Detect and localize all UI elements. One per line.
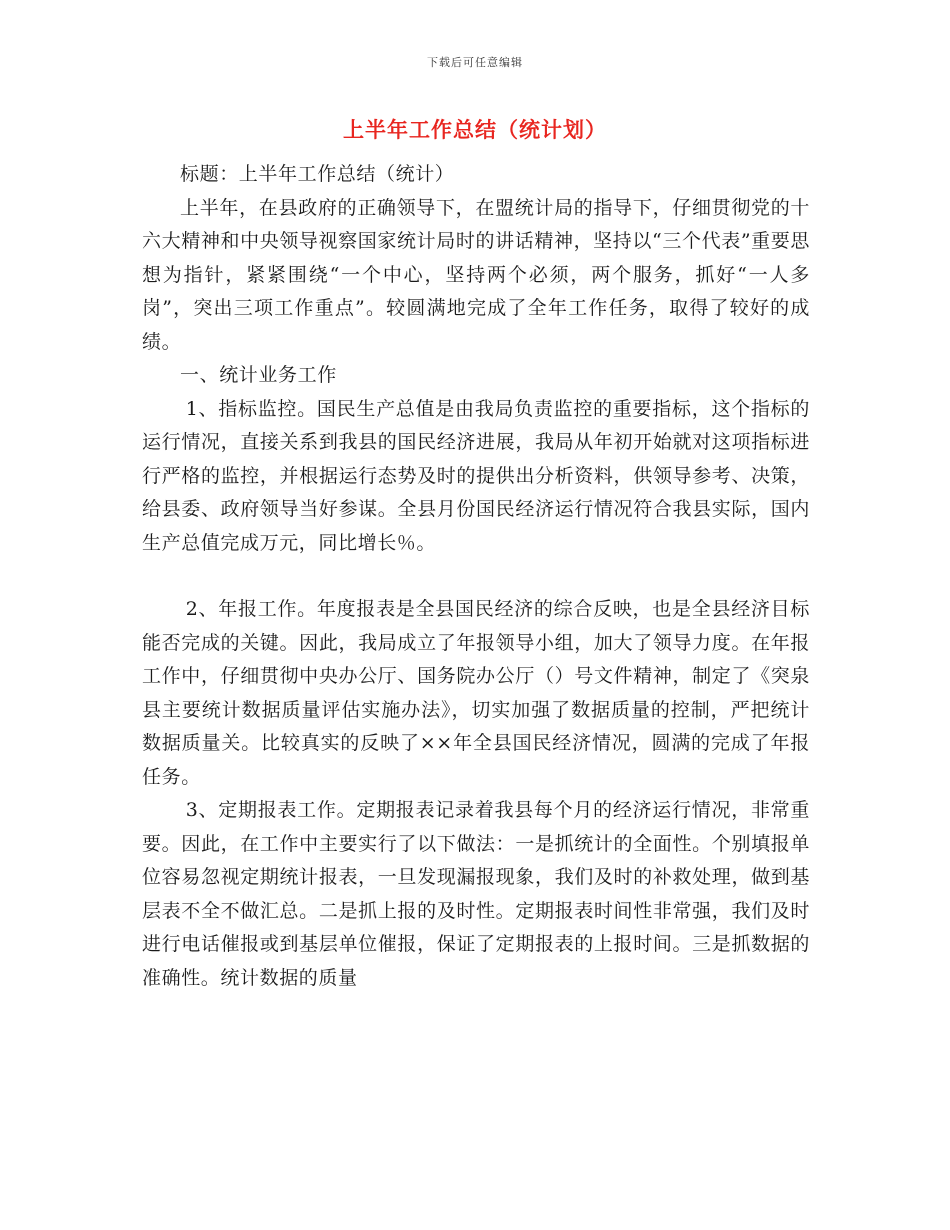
paragraph-subject: 标题：上半年工作总结（统计） bbox=[180, 163, 455, 185]
paragraph-intro: 上半年，在县政府的正确领导下，在盟统计局的指导下，仔细贯彻党的十六大精神和中央领导视察国家统计局时的讲话精神，坚持以“三个代表”重要思想为指针，紧紧围绕“一个中心，坚持两个必须，两个服务，抓好“一人多岗”，突出三项工作重点”。较圆满地完成了全年工作任务，取得了较好的成绩。 bbox=[142, 196, 810, 353]
paragraph-periodic-report: 3、定期报表工作。定期报表记录着我县每个月的经济运行情况，非常重要。因此，在工作中主要实行了以下做法：一是抓统计的全面性。个别填报单位容易忽视定期统计报表，一旦发现漏报现象，我们及时的补救处理，做到基层表不全不做汇总。二是抓上报的及时性。定期报表时间性非常强，我们及时进行电话催报或到基层单位催报，保证了定期报表的上报时间。三是抓数据的准确性。统计数据的质量 bbox=[142, 799, 810, 989]
page-header-note: 下载后可任意编辑 bbox=[427, 56, 523, 69]
paragraph-indicator-monitoring: 1、指标监控。国民生产总值是由我局负责监控的重要指标，这个指标的运行情况，直接关系到我县的国民经济进展，我局从年初开始就对这项指标进行严格的监控，并根据运行态势及时的提供出分析资料，供领导参考、决策，给县委、政府领导当好参谋。全县月份国民经济运行情况符合我县实际，国内生产总值完成万元，同比增长％。 bbox=[142, 397, 810, 554]
paragraph-annual-report: 2、年报工作。年度报表是全县国民经济的综合反映，也是全县经济目标能否完成的关键。因此，我局成立了年报领导小组，加大了领导力度。在年报工作中，仔细贯彻中央办公厅、国务院办公厅（）号文件精神，制定了《突泉县主要统计数据质量评估实施办法》，切实加强了数据质量的控制，严把统计数据质量关。比较真实的反映了××年全县国民经济情况，圆满的完成了年报任务。 bbox=[142, 598, 810, 788]
section-heading-statistics: 一、统计业务工作 bbox=[180, 364, 337, 386]
document-title: 上半年工作总结（统计划） bbox=[343, 117, 607, 142]
document-body bbox=[142, 158, 810, 995]
